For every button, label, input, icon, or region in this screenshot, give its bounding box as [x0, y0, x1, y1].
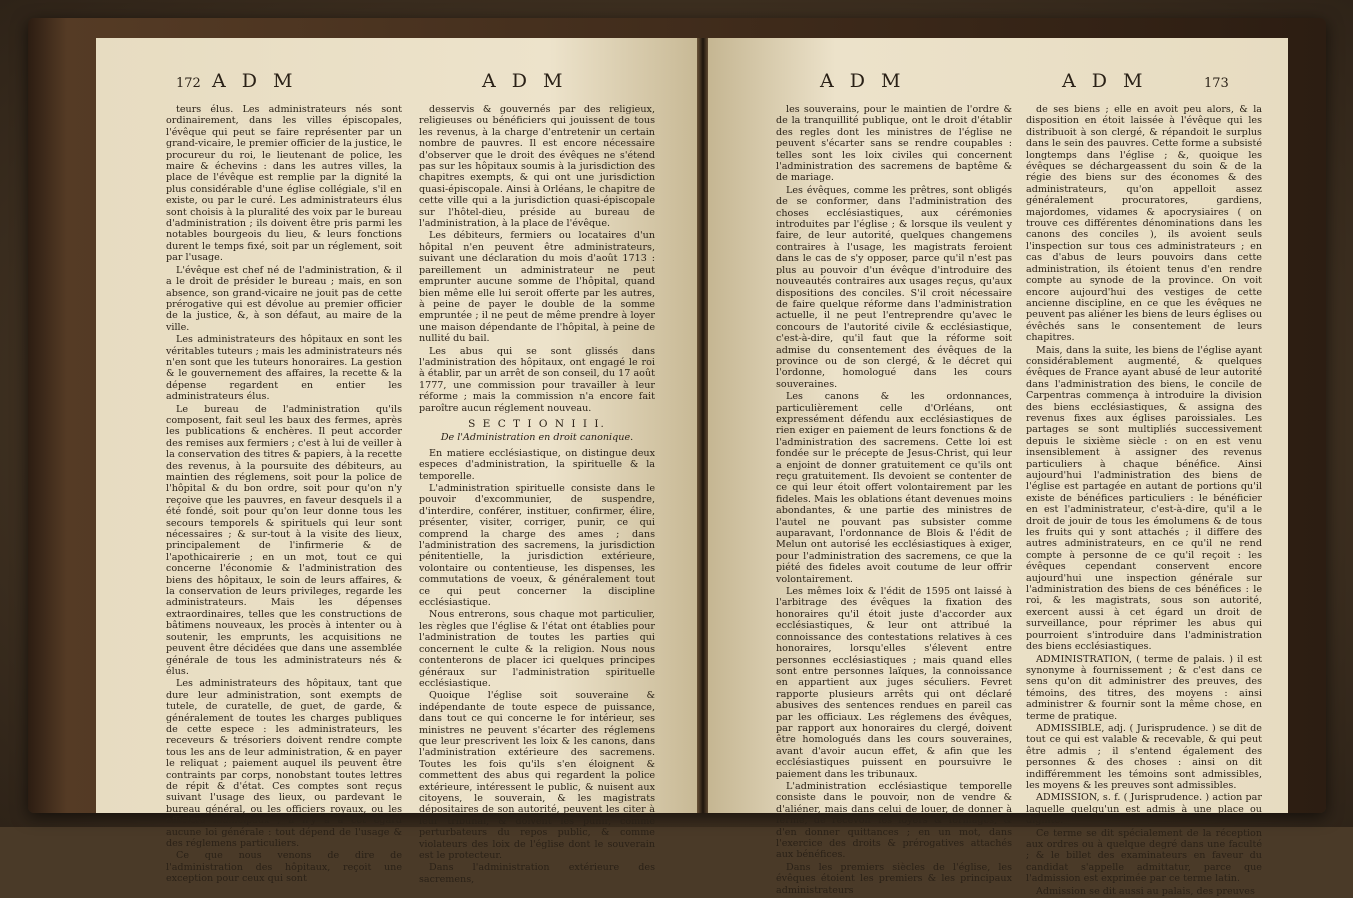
left-column-1	[166, 104, 402, 886]
right-page	[708, 38, 1288, 897]
paragraph: Ce terme se dit spécialement de la réception aux ordres ou à quelque degré dans une faculté ; & le billet des examinateurs en faveur du candidat s'appelle admittatur, parce que l'admission est exprimée par ce terme latin.	[1026, 827, 1262, 885]
paragraph: L'administration ecclésiastique temporelle consiste dans le pouvoir, non de vendre & d'aliéner, mais dans celui de louer, de donner à ferme, de recevoir les loyers & fermages, & d'en donner quittances ; en un mot, dans l'exercice des droits & prérogatives attachés aux bénéfices.	[776, 780, 1012, 861]
paragraph: L'administration spirituelle consiste dans le pouvoir d'excommunier, de suspendre, d'interdire, conférer, instituer, confirmer, élire, présenter, visiter, corriger, punir, ce qui comprend la charge des ames ; dans l'administration des sacremens, la jurisdiction pénitentielle, la jurisdiction extérieure, volontaire ou contentieuse, les dispenses, les commutations de voeux, & généralement tout ce qui peut concerner la discipline ecclésiastique.	[419, 483, 655, 609]
section-title: S E C T I O N I I I.	[468, 417, 606, 430]
paragraph: ADMINISTRATION, ( terme de palais. ) il est synonyme à fournissement ; & c'est dans ce sens qu'on dit administrer des preuves, des témoins, des titres, des moyens : ainsi administrer & fournir sont la même chose, en terme de pratique.	[1026, 653, 1262, 722]
paragraph: L'évêque est chef né de l'administration, & il a le droit de présider le bureau ; mais, en son absence, son grand-vicaire ne jouit pas de cette prérogative qui est dévolue au premier officier de la justice, &, à son défaut, au maire de la ville.	[166, 264, 402, 333]
paragraph: ADMISSIBLE, adj. ( Jurisprudence. ) se dit de tout ce qui est valable & recevable, & qui peut être admis ; il s'entend également des personnes & des choses : ainsi on dit indifféremment les témoins sont admissibles, les moyens & les preuves sont admissibles.	[1026, 722, 1262, 791]
paragraph: Dans l'administration extérieure des sacremens,	[419, 862, 655, 885]
paragraph: ADMISSION, s. f. ( Jurisprudence. ) action par laquelle quelqu'un est admis à une place ou dignité.	[1026, 792, 1262, 827]
paragraph: desservis & gouvernés par des religieux, religieuses ou bénéficiers qui jouissent de tous les revenus, à la charge d'entretenir un certain nombre de pauvres. Il est encore nécessaire d'observer que le droit des évêques ne s'étend pas sur les hôpitaux soumis à la jurisdiction des chapitres exempts, & qui ont une jurisdiction quasi-épiscopale. Ainsi à Orléans, le chapitre de cette ville qui a la jurisdiction quasi-épiscopale sur l'hôtel-dieu, préside au bureau de l'administration, à la place de l'évêque.	[419, 104, 655, 230]
right-page-number: 173	[1204, 76, 1229, 91]
left-page-number: 172	[176, 76, 201, 91]
paragraph: les souverains, pour le maintien de l'ordre & de la tranquillité publique, ont le droit d'établir des regles dont les ministres de l'église ne peuvent s'écarter sans se rendre coupables : telles sont les loix civiles qui concernent l'administration des sacremens de baptême & de mariage.	[776, 104, 1012, 184]
paragraph: Mais, dans la suite, les biens de l'église ayant considérablement augmenté, & quelques évêques de France ayant abusé de leur autorité dans l'administration des biens, le concile de Carpentras commença à introduire la division des biens ecclésiastiques, & assigna des revenus fixes aux églises paroissiales. Les partages se sont multipliés successivement depuis le sixième siècle : on en est venu insensiblement à assigner des revenus particuliers à chaque bénéfice. Ainsi aujourd'hui l'administration des biens de l'église est partagée en autant de portions qu'il existe de bénéfices particuliers : le bénéficier en est l'administrateur, c'est-à-dire, qu'il a le droit de jouir de tous les émolumens & de tous les fruits qui y sont attachés ; il differe des autres administrateurs, en ce qu'il ne rend compte à personne de ce qu'il reçoit : les évêques cependant conservent encore aujourd'hui une inspection générale sur l'administration des biens de ces bénéfices : le roi, & les magistrats, sous son autorité, exercent aussi à cet égard un droit de surveillance, pour réprimer les abus qui pourroient s'introduire dans l'administration des biens ecclésiastiques.	[1026, 344, 1262, 653]
left-running-head	[96, 70, 701, 104]
left-head-word-1: A D M	[212, 70, 298, 92]
paragraph: Quoique l'église soit souveraine & indépendante de toute espece de puissance, dans tout ce qui concerne le for intérieur, ses ministres ne peuvent s'écarter des réglemens que leur prescrivent les loix & les canons, dans l'administration extérieure des sacremens. Toutes les fois qu'ils s'en éloignent & commettent des abus qui regardent la police extérieure, intéressent le public, & nuisent aux citoyens, le souverain, & les magistrats dépositaires de son autorité, peuvent les citer à leur tribunal, & doivent les punir, comme perturbateurs du repos public, & comme violateurs des loix de l'église dont le souverain est le protecteur.	[419, 690, 655, 861]
paragraph: Dans les premiers siècles de l'église, les évêques étoient les premiers & les principaux administrateurs	[776, 861, 1012, 896]
right-column-1	[776, 104, 1012, 897]
paragraph: Ce que nous venons de dire de l'administration des hôpitaux, reçoit une exception pour ceux qui sont	[166, 850, 402, 885]
paragraph: Les débiteurs, fermiers ou locataires d'un hôpital n'en peuvent être administrateurs, suivant une déclaration du mois d'août 1713 : pareillement un administrateur ne peut emprunter aucune somme de l'hôpital, quand bien même elle lui seroit offerte par les autres, à peine de payer le double de la somme empruntée ; il ne peut de même prendre à loyer une maison dépendante de l'hôpital, à peine de nullité du bail.	[419, 230, 655, 345]
paragraph: Admission se dit aussi au palais, des preuves	[1036, 885, 1255, 897]
right-head-word-2: A D M	[1062, 70, 1148, 92]
section-subtitle: De l'Administration en droit canonique.	[440, 432, 634, 444]
paragraph: En matiere ecclésiastique, on distingue deux especes d'administration, la spirituelle & la temporelle.	[419, 447, 655, 482]
paragraph: Les administrateurs des hôpitaux en sont les véritables tuteurs ; mais les administrateurs nés n'en sont que les tuteurs honoraires. La gestion & le gouvernement des affaires, la recette & la dépense regardent en entier les administrateurs élus.	[166, 334, 402, 403]
paragraph: Les administrateurs des hôpitaux, tant que dure leur administration, sont exempts de tutele, de curatelle, de guet, de garde, & généralement de toutes les charges publiques de cette espece : les administrateurs, les receveurs & trésoriers doivent rendre compte tous les ans de leur administration, & en payer le reliquat ; paiement auquel ils peuvent être contraints par corps, nonobstant toutes lettres de répit & d'état. Ces comptes sont reçus suivant l'usage des lieux, ou pardevant le bureau général, ou les officiers royaux, ou les officiers municipaux ; il n'y a à cet égard aucune loi générale : tout dépend de l'usage & des réglemens particuliers.	[166, 678, 402, 849]
left-page	[96, 38, 701, 885]
left-column-2	[419, 104, 655, 886]
paragraph: Les canons & les ordonnances, particulièrement celle d'Orléans, ont expressément défendu aux ecclésiastiques de rien exiger en paiement de leurs fonctions & de l'administration des sacremens. Cette loi est fondée sur le précepte de Jesus-Christ, qui leur a enjoint de donner gratuitement ce qu'ils ont reçu gratuitement. Ils devoient se contenter de ce qui leur étoit offert volontairement par les fideles. Mais les oblations étant devenues moins abondantes, & une partie des ministres de l'autel ne pouvant pas subsister comme auparavant, l'ordonnance de Blois & l'édit de Melun ont autorisé les ecclésiastiques à exiger, pour l'administration des sacremens, ce que la piété des fideles avoit coutume de leur offrir volontairement.	[776, 391, 1012, 585]
open-book	[28, 18, 1326, 897]
right-head-word-1: A D M	[820, 70, 906, 92]
left-head-word-2: A D M	[482, 70, 568, 92]
paragraph: Le bureau de l'administration qu'ils composent, fait seul les baux des fermes, après les publications & enchères. Il peut accorder des remises aux fermiers ; c'est à lui de veiller à la conservation des titres & papiers, à la recette des revenus, à la poursuite des débiteurs, au maintien des réglemens, soit pour la police de l'hôpital & du bon ordre, soit pour qu'on n'y reçoive que les pauvres, en faveur desquels il a été fondé, soit pour qu'on leur donne tous les secours temporels & spirituels qui leur sont nécessaires ; & sur-tout à la visite des lieux, principalement de l'infirmerie & de l'apothicairerie ; en un mot, tout ce qui concerne l'économie & l'administration des biens des hôpitaux, le soin de leurs affaires, & la conservation de leurs privileges, regarde les administrateurs. Mais les dépenses extraordinaires, telles que les constructions de bâtimens nouveaux, les procès à intenter ou à soutenir, les emprunts, les acquisitions ne peuvent être décidées que dans une assemblée générale de tous les administrateurs nés & élus.	[166, 403, 402, 677]
paragraph: de ses biens ; elle en avoit peu alors, & la disposition en étoit laissée à l'évêque qui les distribuoit à son clergé, & répandoit le surplus dans le sein des pauvres. Cette forme a subsisté longtemps dans l'église ; &, quoique les évêques se déchargeassent du soin & de la régie des biens sur des économes & des administrateurs, qu'on appelloit assez généralement procuratores, gardiens, majordomes, vidames & apocrysiaires ( on trouve ces différentes dénominations dans les canons des conciles ), ils avoient seuls l'inspection sur tous ces administrateurs ; en cas d'abus de leurs pouvoirs dans cette administration, ils étoient tenus d'en rendre compte au synode de la province. On voit encore aujourd'hui des vestiges de cette ancienne discipline, en ce que les évêques ne peuvent pas aliéner les biens de leurs églises ou évêchés sans le consentement de leurs chapitres.	[1026, 104, 1262, 344]
paragraph: Les abus qui se sont glissés dans l'administration des hôpitaux, ont engagé le roi à établir, par un arrêt de son conseil, du 17 août 1777, une commission pour travailler à leur réforme ; mais la commission n'a encore fait paroître aucun réglement nouveau.	[419, 345, 655, 414]
paragraph: Nous entrerons, sous chaque mot particulier, les règles que l'église & l'état ont établies pour l'administration de toutes les parties qui concernent le culte & la religion. Nous nous contenterons de placer ici quelques principes généraux sur l'administration spirituelle ecclésiastique.	[419, 609, 655, 689]
paragraph: Les mêmes loix & l'édit de 1595 ont laissé à l'arbitrage des évêques la fixation des honoraires qu'il étoit juste d'accorder aux ecclésiastiques, & leur ont attribué la connoissance des contestations relatives à ces honoraires, lorsqu'elles s'élevent entre personnes ecclésiastiques ; mais quand elles sont entre personnes laïques, la connoissance en appartient aux juges séculiers. Fevret rapporte plusieurs arrêts qui ont déclaré abusives des sentences rendues en pareil cas par les officiaux. Les réglemens des évêques, par rapport aux honoraires du clergé, doivent être homologués dans les cours souveraines, avant d'avoir aucun effet, & afin que les ecclésiastiques puissent en poursuivre le paiement dans les tribunaux.	[776, 586, 1012, 780]
paragraph: teurs élus. Les administrateurs nés sont ordinairement, dans les villes épiscopales, l'évêque qui peut se faire représenter par un grand-vicaire, le premier officier de la justice, le procureur du roi, le lieutenant de police, les maire & échevins : dans les autres villes, la place de l'évêque est remplie par la dignité la plus considérable d'une église collégiale, s'il en existe, ou par le curé. Les administrateurs élus sont choisis à la pluralité des voix par le bureau d'administration ; ils doivent être pris parmi les notables bourgeois du lieu, & leurs fonctions durent le temps fixé, soit par un réglement, soit par l'usage.	[166, 104, 402, 264]
right-column-2	[1026, 104, 1262, 898]
right-running-head	[708, 70, 1288, 104]
paragraph: Les évêques, comme les prêtres, sont obligés de se conformer, dans l'administration des choses ecclésiastiques, aux cérémonies introduites par l'église ; & lorsque ils veulent y faire, de leur autorité, quelques changemens contraires à l'usage, les magistrats feroient dans le cas de s'y opposer, parce qu'il n'est pas plus au pouvoir d'un évêque d'introduire des nouveautés contraires aux usages reçus, qu'aux dispositions des conciles. S'il croit nécessaire de faire quelque réforme dans l'administration actuelle, il ne peut l'entreprendre qu'avec le concours de l'autorité civile & ecclésiastique, c'est-à-dire, qu'il faut que la réforme soit admise du consentement des évêques de la province ou de son clergé, & le décret qui l'ordonne, homologué dans les cours souveraines.	[776, 184, 1012, 390]
